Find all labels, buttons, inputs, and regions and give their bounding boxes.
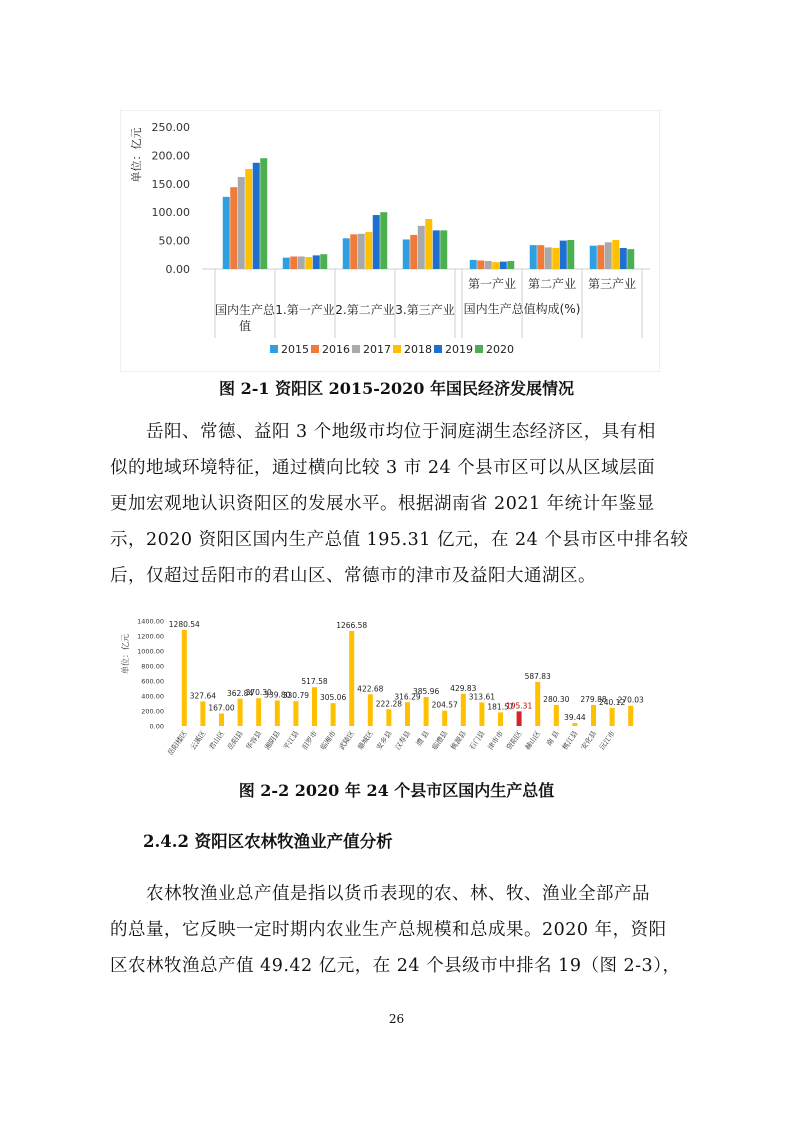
bar-2019	[620, 248, 627, 269]
bar-2020	[260, 158, 267, 269]
data-label: 240.12	[598, 697, 626, 707]
x-category-label: 3.第三产业	[395, 303, 455, 317]
data-label: 370.30	[245, 688, 272, 698]
y-axis-label: 单位：亿元	[130, 127, 143, 183]
bar	[610, 708, 615, 726]
x-category-label: 澧 县	[414, 729, 431, 748]
bar-2017	[418, 226, 425, 269]
x-category-label: 汉寿县	[393, 729, 413, 752]
x-category-label: 值	[238, 319, 252, 333]
legend-label-2019: 2019	[445, 343, 473, 356]
x-category-label: 津市市	[486, 729, 506, 752]
chart-gdp-2015-2020	[120, 110, 660, 372]
bar	[182, 630, 187, 726]
data-label: 385.96	[412, 687, 440, 697]
bar-2020	[380, 212, 387, 269]
data-label: 181.57	[487, 702, 514, 712]
bar	[275, 701, 280, 726]
x-category-label: 桃江县	[560, 729, 580, 752]
x-category-label: 君山区	[207, 729, 227, 752]
x-category-label: 平江县	[281, 729, 301, 752]
bar-2020	[440, 230, 447, 269]
section-heading: 2.4.2 资阳区农林牧渔业产值分析	[143, 832, 393, 851]
bar-2018	[365, 232, 372, 269]
legend-swatch-2015	[270, 345, 278, 353]
y-tick-label: 0.00	[149, 722, 164, 731]
x-category-label: 第三产业	[587, 277, 637, 291]
legend-label-2017: 2017	[363, 343, 391, 356]
x-category-label: 武陵区	[337, 729, 357, 752]
y-tick-label: 50.00	[158, 234, 190, 248]
paragraph-1-line: 更加宏观地认识资阳区的发展水平。根据湖南省 2021 年统计年鉴显	[110, 494, 655, 514]
bar-2016	[477, 260, 484, 269]
x-category-label: 安乡县	[374, 729, 394, 752]
data-label: 305.06	[319, 693, 347, 703]
legend-swatch-2018	[393, 345, 401, 353]
data-label: 195.31	[505, 701, 533, 711]
bar-2019	[560, 241, 567, 269]
y-tick-label: 200.00	[141, 707, 164, 716]
bar-2016	[410, 235, 417, 269]
y-tick-label: 100.00	[151, 206, 190, 220]
bar-2019	[253, 163, 260, 269]
x-category-label: 云溪区	[188, 729, 208, 752]
y-tick-label: 250.00	[151, 121, 190, 134]
data-label: 327.64	[189, 691, 217, 701]
bar	[461, 694, 466, 726]
x-category-label: 1.第一产业	[275, 303, 335, 317]
bar-2016	[350, 234, 357, 269]
bar-2016	[597, 245, 604, 269]
paragraph-2	[110, 876, 690, 984]
bar-2015	[590, 246, 597, 269]
bar	[572, 723, 577, 726]
x-category-label: 赫山区	[523, 729, 543, 752]
legend-label-2018: 2018	[404, 343, 432, 356]
legend-label-2016: 2016	[322, 343, 350, 356]
paragraph-1-line: 示，2020 资阳区国内生产总值 195.31 亿元，在 24 个县市区中排名较	[110, 530, 689, 550]
page-number: 26	[388, 1012, 405, 1026]
bar	[498, 712, 503, 726]
bar-2018	[305, 257, 312, 269]
legend-swatch-2016	[311, 345, 319, 353]
x-category-label: 临澧县	[430, 729, 450, 752]
chart-county-gdp-2020	[120, 612, 660, 762]
bar-2017	[238, 177, 245, 269]
data-label: 39.44	[564, 713, 586, 723]
legend-label-2020: 2020	[486, 343, 514, 356]
x-category-label: 南 县	[545, 729, 561, 748]
paragraph-1-line: 后，仅超过岳阳市的君山区、常德市的津市及益阳大通湖区。	[110, 566, 596, 586]
bar	[256, 698, 261, 726]
data-label: 422.68	[357, 684, 384, 694]
data-label: 280.30	[543, 694, 570, 704]
bar	[424, 697, 429, 726]
x-category-label: 岳阳楼区	[166, 729, 189, 758]
data-label: 313.61	[468, 692, 496, 702]
x-category-label: 2.第二产业	[335, 303, 395, 317]
bar	[349, 631, 354, 726]
data-label: 279.88	[580, 695, 607, 705]
bar	[200, 701, 205, 726]
bar-2020	[567, 240, 574, 269]
x-category-label: 第一产业	[467, 277, 517, 291]
bar	[554, 705, 559, 726]
bar-2015	[403, 239, 410, 269]
bar-2020	[627, 249, 634, 269]
bar-2016	[290, 257, 297, 269]
x-category-label: 湘阴县	[263, 729, 282, 752]
data-label: 339.80	[264, 690, 291, 700]
bar-2020	[320, 254, 327, 269]
y-tick-label: 1200.00	[137, 632, 164, 641]
x-category-label: 临湘市	[319, 729, 338, 752]
bar	[238, 699, 243, 726]
bar-2017	[298, 257, 305, 269]
bar-2017	[545, 247, 552, 269]
y-tick-label: 150.00	[151, 177, 190, 191]
data-label: 330.79	[282, 691, 310, 701]
y-tick-label: 800.00	[141, 662, 164, 671]
x-category-label: 资阳区	[505, 729, 524, 752]
data-label: 517.58	[301, 677, 328, 687]
bar-2015	[283, 258, 290, 269]
bar-2018	[552, 248, 559, 269]
legend-swatch-2019	[434, 345, 442, 353]
bar-2019	[500, 262, 507, 269]
x-category-label: 第二产业	[527, 277, 577, 291]
bar-2019	[313, 255, 320, 269]
x-group-label: 国内生产总值构成(%)	[463, 302, 581, 316]
legend-label-2015: 2015	[281, 343, 309, 356]
bar	[293, 701, 298, 726]
paragraph-2-line: 的总量，它反映一定时期内农业生产总规模和总成果。2020 年，资阳	[110, 920, 667, 940]
bar	[368, 694, 373, 726]
x-category-label: 国内生产总	[214, 303, 276, 317]
bar-2017	[358, 234, 365, 269]
y-tick-label: 0.00	[165, 263, 190, 276]
bar-2019	[433, 230, 440, 269]
paragraph-1	[110, 414, 690, 594]
y-tick-label: 400.00	[141, 692, 164, 701]
bar-2020	[507, 261, 514, 269]
x-category-label: 桃源县	[449, 729, 468, 752]
figure1-caption: 图 2-1 资阳区 2015-2020 年国民经济发展情况	[219, 379, 574, 398]
bar	[219, 713, 224, 726]
bar-2016	[230, 187, 237, 269]
bar-2015	[530, 245, 537, 269]
x-category-label: 岳阳县	[226, 729, 245, 752]
data-label: 270.03	[617, 695, 644, 705]
bar	[442, 711, 447, 726]
x-category-label: 汨罗市	[300, 729, 320, 752]
data-label: 429.83	[450, 683, 477, 693]
data-label: 362.84	[226, 688, 254, 698]
bar	[331, 703, 336, 726]
paragraph-1-line: 岳阳、常德、益阳 3 个地级市均位于洞庭湖生态经济区，具有相	[146, 422, 656, 442]
bar-2016	[537, 245, 544, 269]
bar	[479, 702, 484, 726]
data-label: 1266.58	[336, 621, 368, 631]
y-tick-label: 600.00	[141, 677, 164, 686]
data-label: 222.28	[375, 699, 403, 709]
bar	[517, 711, 522, 726]
chart-frame	[120, 110, 660, 372]
data-label: 1280.54	[168, 619, 200, 629]
x-category-label: 华容县	[244, 729, 264, 752]
paragraph-1-line: 似的地域环境特征，通过横向比较 3 市 24 个县市区可以从区域层面	[110, 458, 656, 478]
bar-2019	[373, 215, 380, 269]
bar-2018	[425, 219, 432, 269]
bar-2017	[485, 261, 492, 269]
bar-2015	[343, 238, 350, 269]
paragraph-2-line: 农林牧渔业总产值是指以货币表现的农、林、牧、渔业全部产品	[146, 884, 650, 904]
bar	[405, 702, 410, 726]
data-label: 204.57	[431, 700, 458, 710]
bar	[312, 687, 317, 726]
bar-2017	[605, 242, 612, 269]
y-tick-label: 200.00	[151, 149, 190, 163]
bar-2018	[245, 169, 252, 269]
bar-2015	[470, 260, 477, 269]
bar	[628, 706, 633, 726]
bar	[591, 705, 596, 726]
y-axis-label: 单位：亿元	[121, 634, 130, 674]
bar	[535, 682, 540, 726]
legend-swatch-2020	[475, 345, 483, 353]
y-tick-label: 1000.00	[137, 647, 164, 656]
bar-2015	[223, 197, 230, 269]
x-category-label: 安化县	[579, 729, 599, 752]
bar	[386, 709, 391, 726]
x-category-label: 沅江市	[598, 729, 617, 752]
figure2-caption: 图 2-2 2020 年 24 个县市区国内生产总值	[238, 781, 555, 800]
paragraph-2-line: 区农林牧渔总产值 49.42 亿元，在 24 个县级市中排名 19（图 2-3），	[110, 956, 681, 976]
x-category-label: 石门县	[467, 729, 487, 752]
bar-2018	[612, 240, 619, 269]
data-label: 167.00	[208, 703, 235, 713]
data-label: 587.83	[524, 671, 551, 681]
x-category-label: 鼎城区	[356, 729, 375, 752]
y-tick-label: 1400.00	[137, 617, 164, 626]
legend-swatch-2017	[352, 345, 360, 353]
bar-2018	[492, 262, 499, 269]
data-label: 316.29	[394, 692, 421, 702]
